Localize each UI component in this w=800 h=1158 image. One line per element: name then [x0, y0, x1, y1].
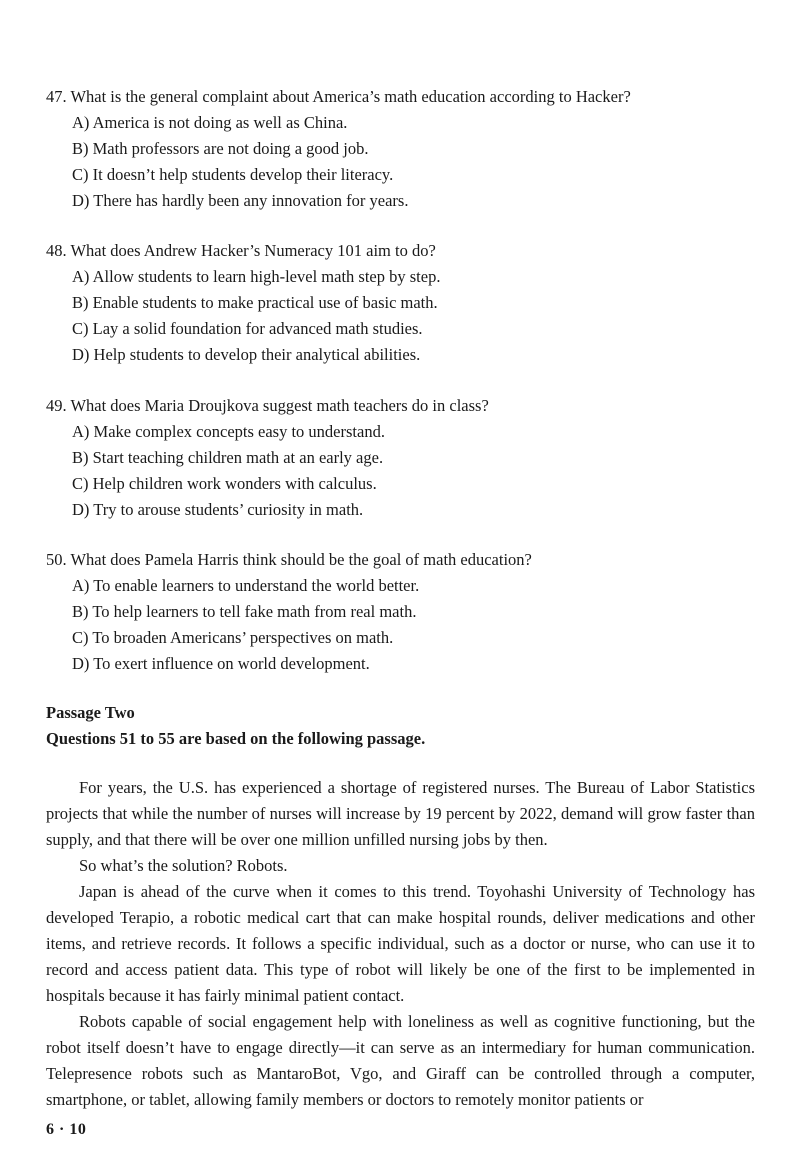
option-d: D) Help students to develop their analytical abilities. [72, 345, 421, 364]
option-a: A) Make complex concepts easy to understand. [72, 422, 385, 441]
question-stem: 49. What does Maria Droujkova suggest math teachers do in class? [46, 396, 489, 415]
passage-body [46, 775, 755, 1113]
question-47 [46, 84, 766, 214]
option-b: B) Start teaching children math at an early age. [72, 448, 384, 467]
option-c: C) Help children work wonders with calculus. [72, 474, 377, 493]
question-stem: 48. What does Andrew Hacker’s Numeracy 101 aim to do? [46, 241, 436, 260]
passage-paragraph: For years, the U.S. has experienced a shortage of registered nurses. The Bureau of Labor Statistics projects that while the number of nurses will increase by 19 percent by 2022, demand will grow faster than supply, and that there will be over one million unfilled nursing jobs by then. [46, 778, 755, 849]
option-d: D) To exert influence on world development. [72, 654, 370, 673]
question-50 [46, 547, 766, 677]
option-c: C) Lay a solid foundation for advanced math studies. [72, 319, 423, 338]
question-stem: 50. What does Pamela Harris think should be the goal of math education? [46, 550, 532, 569]
question-stem: 47. What is the general complaint about America’s math education according to Hacker? [46, 87, 631, 106]
question-49 [46, 393, 766, 523]
option-b: B) Enable students to make practical use of basic math. [72, 293, 438, 312]
option-c: C) To broaden Americans’ perspectives on math. [72, 628, 394, 647]
option-a: A) Allow students to learn high-level math step by step. [72, 267, 441, 286]
passage-title: Passage Two [46, 703, 135, 722]
question-48 [46, 238, 766, 368]
passage-paragraph: So what’s the solution? Robots. [79, 856, 288, 875]
page-number: 6 · 10 [46, 1121, 87, 1138]
option-c: C) It doesn’t help students develop their literacy. [72, 165, 394, 184]
option-b: B) To help learners to tell fake math from real math. [72, 602, 417, 621]
passage-intro: Questions 51 to 55 are based on the following passage. [46, 729, 426, 748]
option-a: A) America is not doing as well as China. [72, 113, 348, 132]
passage-paragraph: Japan is ahead of the curve when it comes to this trend. Toyohashi University of Technology has developed Terapio, a robotic medical cart that can make hospital rounds, deliver medications and other items, and retrieve records. It follows a specific individual, such as a doctor or nurse, who can use it to record and access patient data. This type of robot will likely be one of the first to be implemented in hospitals because it has fairly minimal patient contact. [46, 882, 755, 1005]
option-d: D) There has hardly been any innovation for years. [72, 191, 409, 210]
passage-paragraph: Robots capable of social engagement help with loneliness as well as cognitive functioning, but the robot itself doesn’t have to engage directly—it can serve as an intermediary for human communication. Telepresence robots such as MantaroBot, Vgo, and Giraff can be controlled through a computer, smartphone, or tablet, allowing family members or doctors to remotely monitor patients or [46, 1012, 755, 1109]
option-b: B) Math professors are not doing a good job. [72, 139, 369, 158]
option-a: A) To enable learners to understand the world better. [72, 576, 420, 595]
option-d: D) Try to arouse students’ curiosity in math. [72, 500, 364, 519]
